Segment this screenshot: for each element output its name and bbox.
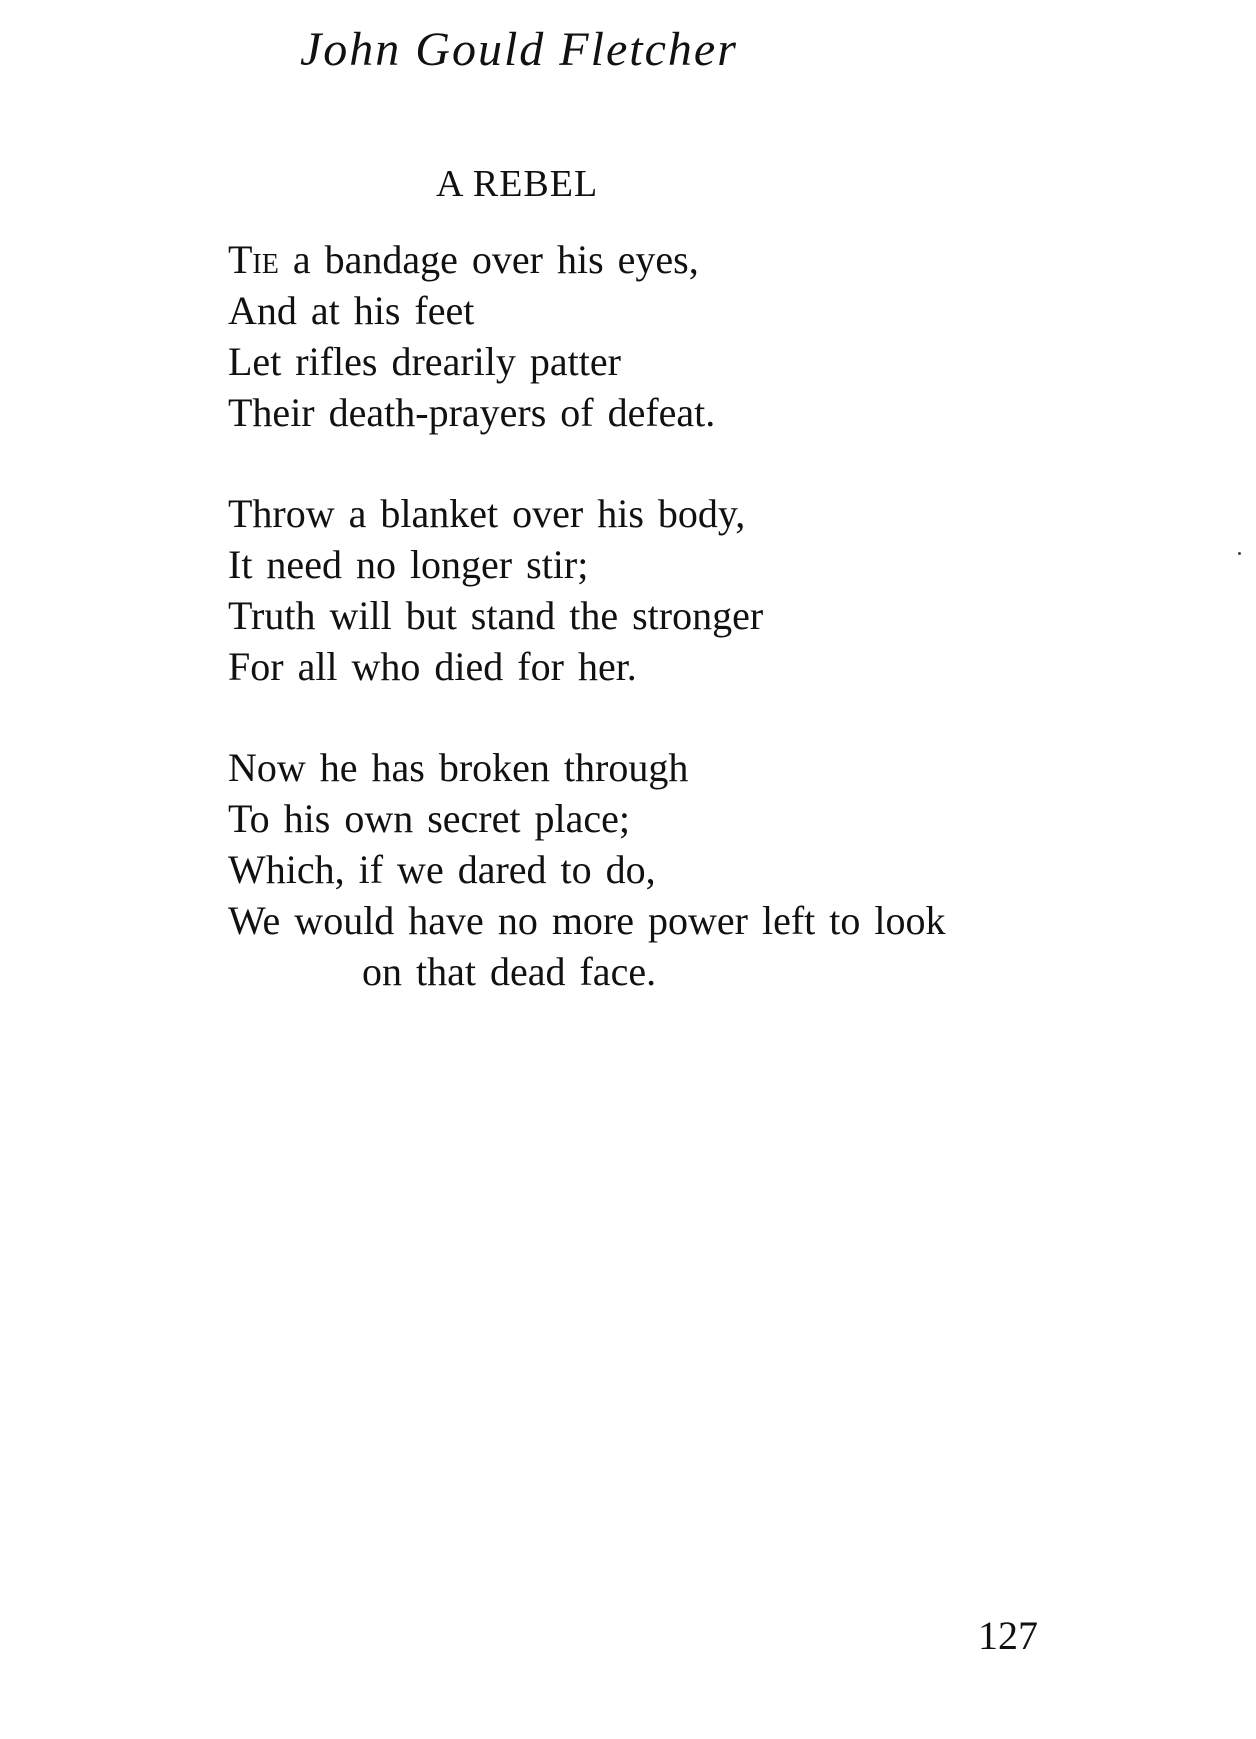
poem-line: For all who died for her. bbox=[228, 644, 637, 689]
poem-line: Their death-prayers of defeat. bbox=[228, 390, 716, 435]
poem-line: To his own secret place; bbox=[228, 796, 630, 841]
stanza-1 bbox=[228, 234, 946, 438]
poem-line: Throw a blanket over his body, bbox=[228, 491, 746, 536]
poem-title: A REBEL bbox=[436, 163, 599, 205]
running-head-author: John Gould Fletcher bbox=[300, 23, 738, 76]
poem-line bbox=[228, 234, 946, 285]
poem-line: And at his feet bbox=[228, 288, 475, 333]
poem-line: Let rifles drearily patter bbox=[228, 339, 621, 384]
page-number: 127 bbox=[978, 1613, 1038, 1658]
poem-line: Truth will but stand the stronger bbox=[228, 593, 764, 638]
poem-line-lead-word: Tie bbox=[228, 237, 279, 282]
poem-line: We would have no more power left to look bbox=[228, 898, 946, 943]
print-speck bbox=[1238, 552, 1241, 555]
poem-body bbox=[228, 234, 946, 1047]
poem-line: Which, if we dared to do, bbox=[228, 847, 656, 892]
poem-line-rest: a bandage over his eyes, bbox=[278, 237, 699, 282]
poem-line: Now he has broken through bbox=[228, 745, 689, 790]
poem-line: It need no longer stir; bbox=[228, 542, 589, 587]
stanza-3 bbox=[228, 742, 946, 997]
stanza-2 bbox=[228, 488, 946, 692]
poem-line-continuation: on that dead face. bbox=[362, 949, 657, 994]
